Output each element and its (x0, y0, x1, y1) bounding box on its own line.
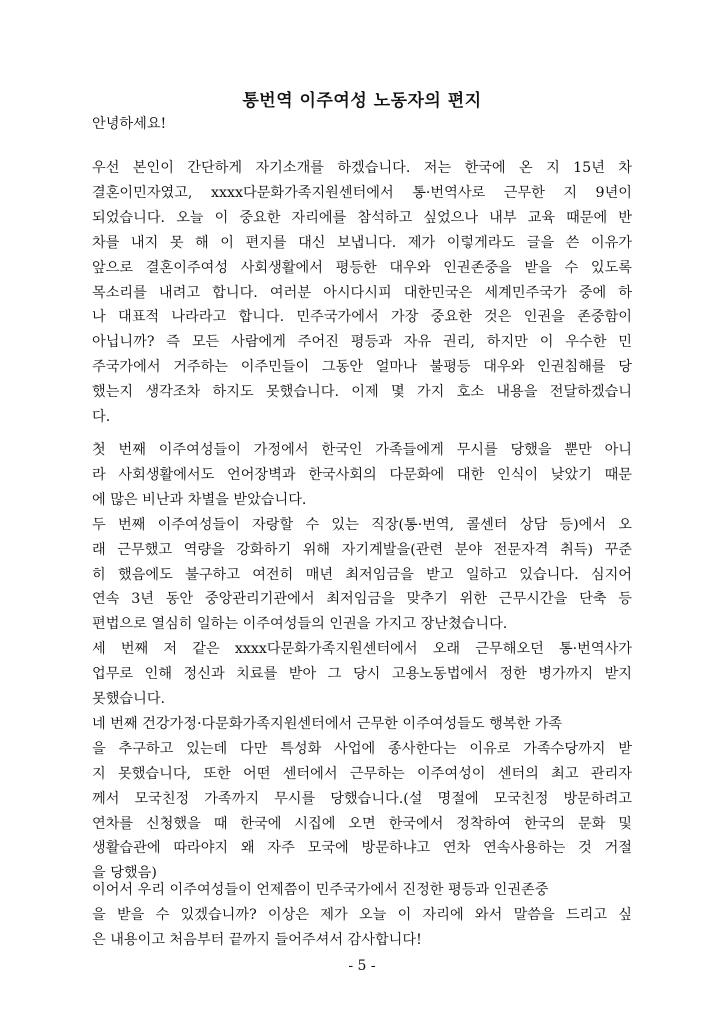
text-line: 이어서 우리 이주여성들이 언제쯤이 민주국가에서 진정한 평등과 인권존중 (92, 882, 549, 898)
text-line: 두 번째 이주여성들이 자랑할 수 있는 직장(통·번역, 콜센터 상담 등)에서 오 (92, 516, 632, 533)
text-line: 에 많은 비난과 차별을 받았습니다. (92, 491, 307, 508)
text-line: 아닙니까? 즉 모든 사람에게 주어진 평등과 자유 권리, 하지만 이 우수한 민 (92, 334, 632, 351)
text-line: 을 받을 수 있겠습니까? 이상은 제가 오늘 이 자리에 와서 말씀을 드리고 싶 (92, 906, 632, 923)
text-line: 라 사회생활에서도 언어장벽과 한국사회의 다문화에 대한 인식이 낮았기 때문 (92, 466, 632, 483)
text-line: 업무로 인해 정신과 치료를 받아 그 당시 고용노동법에서 정한 병가까지 받지 (92, 666, 632, 683)
text-line: 생활습관에 따라야지 왜 자주 모국에 방문하냐고 연차 연속사용하는 것 거절 (92, 840, 632, 857)
text-line: 앞으로 결혼이주여성 사회생활에서 평등한 대우와 인권존중을 받을 수 있도록 (92, 259, 632, 276)
greeting: 안녕하세요! (92, 116, 167, 132)
page-number: - 5 - (348, 958, 376, 974)
text-line: 히 했음에도 불구하고 여전히 매년 최저임금을 받고 일하고 있습니다. 심지어 (92, 566, 632, 583)
text-line: 우선 본인이 간단하게 자기소개를 하겠습니다. 저는 한국에 온 지 15년 차 (92, 160, 632, 176)
text-line: 나 대표적 나라라고 합니다. 민주국가에서 가장 중요한 것은 인권을 존중함이 (92, 309, 632, 326)
text-line: 지 못했습니다, 또한 어떤 센터에서 근무하는 이주여성이 센터의 최고 관리자 (92, 765, 632, 782)
text-line: 을 추구하고 있는데 다만 특성화 사업에 종사한다는 이유로 가족수당까지 받 (92, 740, 632, 757)
text-line: 주국가에서 거주하는 이주민들이 그동안 얼마나 불평등 대우와 인권침해를 당 (92, 359, 632, 376)
text-line: 께서 모국친정 가족까지 무시를 당했습니다.(설 명절에 모국친정 방문하려고 (92, 790, 632, 807)
text-line: 되었습니다. 오늘 이 중요한 자리에를 참석하고 싶었으나 내부 교육 때문에 반 (92, 209, 632, 226)
text-line: 은 내용이고 처음부터 끝까지 들어주셔서 감사합니다! (92, 931, 422, 948)
text-line: 못했습니다. (92, 691, 166, 707)
text-line: 했는지 생각조차 하지도 못했습니다. 이제 몇 가지 호소 내용을 전달하겠습니 (92, 384, 632, 401)
text-line: 목소리를 내려고 합니다. 여러분 아시다시피 대한민국은 세계민주국가 중에 하 (92, 284, 632, 301)
text-line: 차를 내지 못 해 이 편지를 대신 보냅니다. 제가 이렇게라도 글을 쓴 이유가 (92, 234, 632, 251)
text-line: 연차를 신청했을 때 한국에 시집에 오면 한국에서 정착하여 한국의 문화 및 (92, 815, 632, 832)
text-line: 네 번째 건강가정·다문화가족지원센터에서 근무한 이주여성들도 행복한 가족 (92, 715, 563, 732)
text-line: 을 당했음) (92, 865, 157, 882)
text-line: 다. (92, 409, 111, 425)
text-line: 세 번째 저 같은 xxxx다문화가족지원센터에서 오래 근무해오던 통·번역사가 (92, 641, 632, 658)
letter-title: 통번역 이주여성 노동자의 편지 (242, 91, 482, 111)
text-line: 연속 3년 동안 중앙관리기관에서 최저임금을 맞추기 위한 근무시간을 단축 등 (92, 591, 632, 608)
text-line: 편법으로 열심히 일하는 이주여성들의 인권을 가지고 장난쳤습니다. (92, 616, 508, 633)
text-line: 첫 번째 이주여성들이 가정에서 한국인 가족들에게 무시를 당했을 뿐만 아니 (92, 442, 632, 458)
text-line: 래 근무했고 역량을 강화하기 위해 자기계발을(관련 분야 전문자격 취득) 꾸준 (92, 541, 632, 558)
text-line: 결혼이민자였고, xxxx다문화가족지원센터에서 통·번역사로 근무한 지 9년이 (92, 184, 632, 201)
